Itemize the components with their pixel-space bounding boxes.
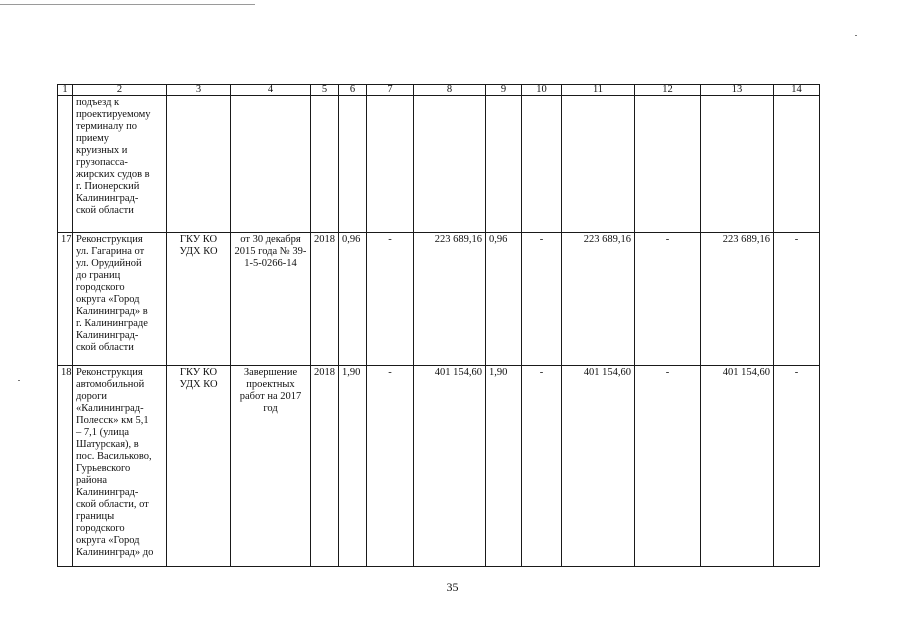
name-line: г. Пионерский <box>76 181 140 192</box>
document-cell <box>231 96 311 233</box>
name-line: ской области, от <box>76 499 149 510</box>
document-cell: от 30 декабря 2015 года № 39-1-5-0266-14 <box>231 233 311 366</box>
name-line: Калининград- <box>76 487 139 498</box>
name-line: Гурьевского <box>76 463 131 474</box>
value-cell: - <box>367 233 414 366</box>
header-cell: 6 <box>339 85 367 96</box>
year-cell: 2018 <box>311 366 339 567</box>
header-row <box>58 85 820 96</box>
scan-speck <box>18 380 20 381</box>
value-cell: - <box>522 233 562 366</box>
header-cell: 5 <box>311 85 339 96</box>
year-cell: 2018 <box>311 233 339 366</box>
header-cell: 8 <box>414 85 486 96</box>
header-cell: 4 <box>231 85 311 96</box>
header-cell: 3 <box>167 85 231 96</box>
row-number: 18 <box>58 366 73 567</box>
object-name <box>73 366 167 567</box>
amount-cell: 401 154,60 <box>562 366 635 567</box>
name-line: круизных и <box>76 145 128 156</box>
customer-cell: ГКУ КО УДХ КО <box>167 366 231 567</box>
value-cell: 1,90 <box>486 366 522 567</box>
table-row <box>58 366 820 567</box>
object-name <box>73 233 167 366</box>
amount-cell: 223 689,16 <box>414 233 486 366</box>
name-line: Калининград» до <box>76 547 154 558</box>
page-number: 35 <box>446 580 459 594</box>
scan-edge-line <box>0 4 255 5</box>
name-line: городского <box>76 282 125 293</box>
amount-cell: 223 689,16 <box>562 233 635 366</box>
document-cell: Завершение проектных работ на 2017 год <box>231 366 311 567</box>
name-line: «Калининград- <box>76 403 144 414</box>
name-line: подъезд к <box>76 97 120 108</box>
name-line: Полесск» км 5,1 <box>76 415 149 426</box>
value-cell: 1,90 <box>339 366 367 567</box>
name-line: терминалу по <box>76 121 137 132</box>
name-line: Калининград» в <box>76 306 148 317</box>
amount-cell: 401 154,60 <box>414 366 486 567</box>
works-table <box>57 84 820 567</box>
name-line: ул. Орудийной <box>76 258 142 269</box>
name-line: до границ <box>76 270 121 281</box>
name-line: городского <box>76 523 125 534</box>
name-line: ской области <box>76 342 134 353</box>
value-cell <box>774 96 820 233</box>
name-line: пос. Васильково, <box>76 451 152 462</box>
scan-speck <box>855 35 857 36</box>
value-cell: - <box>635 366 701 567</box>
value-cell: 0,96 <box>339 233 367 366</box>
name-line: Шатурская), в <box>76 439 139 450</box>
name-line: проектируемому <box>76 109 151 120</box>
table-row <box>58 233 820 366</box>
name-line: Калининград- <box>76 330 139 341</box>
table-row <box>58 96 820 233</box>
value-cell: - <box>522 366 562 567</box>
header-cell: 11 <box>562 85 635 96</box>
year-cell <box>311 96 339 233</box>
value-cell <box>339 96 367 233</box>
customer-cell: ГКУ КО УДХ КО <box>167 233 231 366</box>
amount-cell <box>562 96 635 233</box>
name-line: границы <box>76 511 115 522</box>
value-cell <box>522 96 562 233</box>
name-line: Калининград- <box>76 193 139 204</box>
value-cell: - <box>774 233 820 366</box>
header-cell: 2 <box>73 85 167 96</box>
name-line: дороги <box>76 391 108 402</box>
customer-cell <box>167 96 231 233</box>
amount-cell <box>701 96 774 233</box>
name-line: района <box>76 475 108 486</box>
amount-cell: 223 689,16 <box>701 233 774 366</box>
header-cell: 12 <box>635 85 701 96</box>
name-line: ской области <box>76 205 134 216</box>
header-cell: 10 <box>522 85 562 96</box>
name-line: Реконструкция <box>76 234 143 245</box>
value-cell <box>486 96 522 233</box>
header-cell: 13 <box>701 85 774 96</box>
value-cell: - <box>635 233 701 366</box>
value-cell: 0,96 <box>486 233 522 366</box>
name-line: Реконструкция <box>76 367 143 378</box>
value-cell <box>635 96 701 233</box>
name-line: жирских судов в <box>76 169 150 180</box>
object-name <box>73 96 167 233</box>
amount-cell <box>414 96 486 233</box>
name-line: округа «Город <box>76 535 140 546</box>
header-cell: 1 <box>58 85 73 96</box>
amount-cell: 401 154,60 <box>701 366 774 567</box>
name-line: округа «Город <box>76 294 140 305</box>
value-cell <box>367 96 414 233</box>
name-line: г. Калининграде <box>76 318 148 329</box>
name-line: приему <box>76 133 110 144</box>
header-cell: 9 <box>486 85 522 96</box>
header-cell: 14 <box>774 85 820 96</box>
value-cell: - <box>367 366 414 567</box>
name-line: – 7,1 (улица <box>76 427 130 438</box>
header-cell: 7 <box>367 85 414 96</box>
row-number <box>58 96 73 233</box>
value-cell: - <box>774 366 820 567</box>
name-line: автомобильной <box>76 379 145 390</box>
name-line: ул. Гагарина от <box>76 246 145 257</box>
row-number: 17 <box>58 233 73 366</box>
name-line: грузопасса- <box>76 157 128 168</box>
